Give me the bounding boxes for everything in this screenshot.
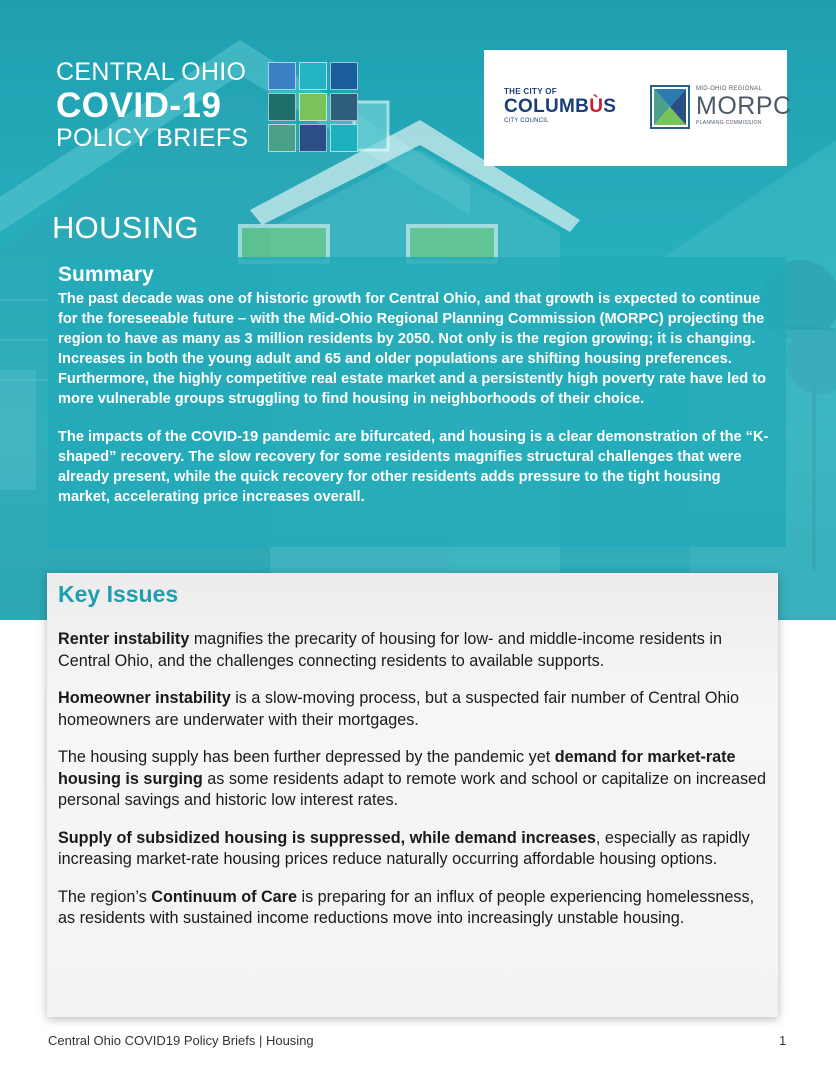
page-footer-title: Central Ohio COVID19 Policy Briefs | Housing [48,1033,314,1048]
brand-title [56,60,248,151]
key-issue-text: The region’s [58,887,152,906]
key-issue-text: is a slow-moving process, but a suspected fair number of Central Ohio homeowners are underwater with their mortgages. [58,689,740,729]
mosaic-tile [299,62,327,90]
key-issue-text: The housing supply has been further depressed by the pandemic yet [58,748,555,766]
brand-line-covid: COVID-19 [56,86,222,125]
key-issue-emphasis: Renter instability [58,630,190,648]
morpc-logo-text [696,86,792,126]
key-issue-item [58,629,768,672]
key-issue-emphasis: demand for market-rate housing is surging [58,748,736,788]
key-issue-item [58,887,768,930]
key-issue-text: is preparing for an influx of people experiencing homelessness, as residents with sustained income reductions move into increasingly unstable housing. [58,887,755,927]
summary-paragraph: The impacts of the COVID-19 pandemic are bifurcated, and housing is a clear demonstration of the “K-shaped” recovery. The slow recovery for some residents magnifies structural challenges that were already present, while the quick recovery for other residents adds pressure to the tight housing market, accelerating price increases overall. [58,429,769,505]
summary-heading: Summary [58,263,154,286]
key-issue-emphasis: Supply of subsidized housing is suppressed, while demand increases [58,828,596,847]
key-issues-box [47,573,778,1017]
mosaic-tile [268,93,296,121]
key-issue-item [58,828,768,871]
page-number: 1 [779,1033,787,1048]
mosaic-tile [268,62,296,90]
columbus-logo-top: THE CITY OF [504,87,557,96]
morpc-logo-wordmark: MORPC [696,92,792,120]
morpc-logo-icon [650,85,690,129]
morpc-logo-top: MID-OHIO REGIONAL [696,86,763,92]
mosaic-tile [330,124,358,152]
columbus-city-council-logo [504,88,616,124]
summary-paragraph: The past decade was one of historic growth for Central Ohio, and that growth is expected to continue for the foreseeable future – with the Mid-Ohio Regional Planning Commission (MORPC) projecting the region to have as many as 3 million residents by 2050. Not only is the region growing; it is changing. Increases in both the young adult and 65 and older populations are shifting housing preferences. Furthermore, the highly competitive real estate market and a persistently high poverty rate have led to more vulnerable groups struggling to find housing in neighborhoods of their choice. [58,291,767,407]
key-issue-text: magnifies the precarity of housing for low- and middle-income residents in Central Ohio, and the challenges connecting residents to available supports. [58,630,722,670]
mosaic-tile [299,124,327,152]
columbus-logo-wordmark [504,97,616,116]
mosaic-tile [330,93,358,121]
partner-logos-panel [484,50,792,166]
key-issue-emphasis: Homeowner instability [58,689,231,707]
key-issue-text: as some residents adapt to remote work and school or capitalize on increased personal savings and historic low interest rates. [58,769,767,809]
morpc-logo-sub: PLANNING COMMISSION [696,120,762,126]
page-title: HOUSING [52,210,199,245]
mosaic-tile [299,93,327,121]
mosaic-tile [330,62,358,90]
brand-line-central-ohio: CENTRAL OHIO [56,58,247,86]
brand-mosaic-logo [268,62,360,154]
summary-box [48,257,786,547]
key-issue-text: , especially as rapidly increasing market-rate housing prices reduce naturally occurring affordable housing options. [58,828,750,868]
columbus-logo-sub: CITY COUNCIL [504,118,549,124]
mosaic-tile [268,124,296,152]
key-issue-item [58,688,768,731]
columbus-wordmark-part: S [603,96,617,117]
brand-line-policy-briefs: POLICY BRIEFS [56,124,249,152]
columbus-wordmark-part: COLUMB [504,96,590,117]
key-issue-emphasis: Continuum of Care [151,887,297,906]
key-issue-item [58,747,768,812]
key-issues-heading: Key Issues [58,581,179,607]
columbus-wordmark-accent: Ù [589,96,604,117]
